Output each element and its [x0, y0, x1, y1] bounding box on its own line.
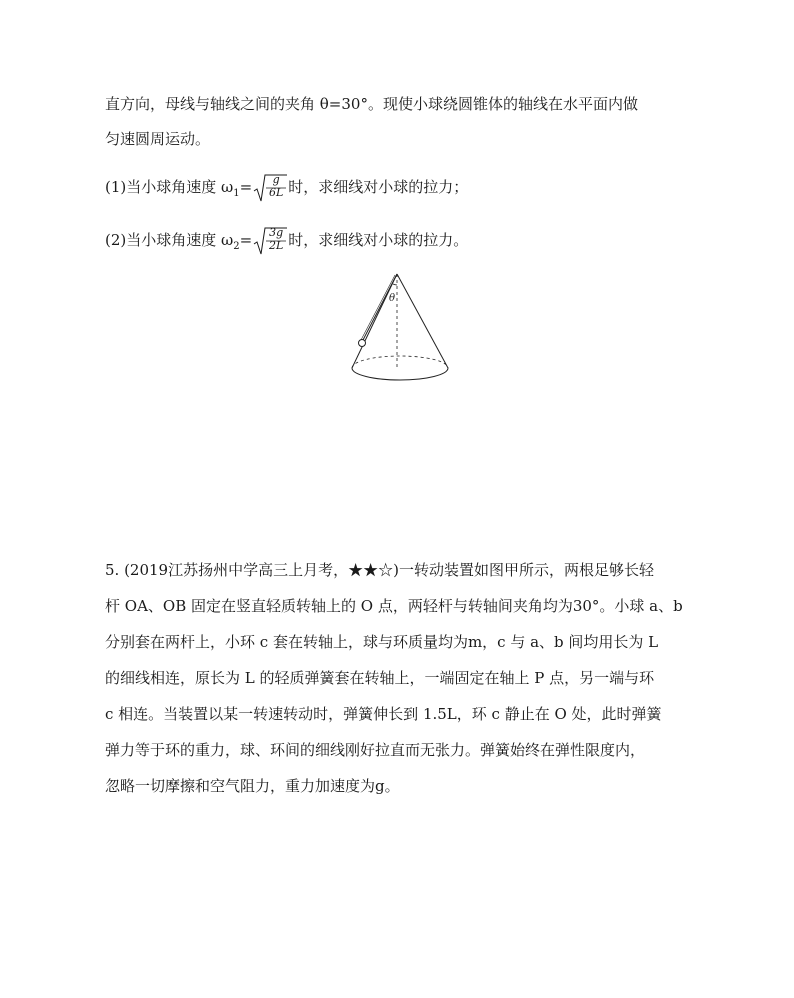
- equals-sign: =: [239, 178, 253, 196]
- problem5-line5: c 相连。当装置以某一转速转动时，弹簧伸长到 1.5L，环 c 静止在 O 处，此时弹簧: [105, 705, 662, 723]
- problem5-line2: 杆 OA、OB 固定在竖直轻质转轴上的 O 点，两轻杆与转轴间夹角均为30°。小球 a、b: [105, 597, 683, 615]
- cone-base-front: [352, 368, 448, 380]
- question-1-suffix: 时，求细线对小球的拉力；: [288, 178, 469, 196]
- omega-subscript-1: 1: [233, 188, 240, 199]
- fraction-numerator: g: [272, 173, 280, 186]
- problem5-line6: 弹力等于环的重力，球、环间的细线刚好拉直而无张力。弹簧始终在弹性限度内，: [105, 741, 646, 759]
- sqrt-fraction-1: [253, 173, 287, 203]
- fraction-numerator: 3g: [269, 226, 284, 239]
- equals-sign: =: [239, 231, 253, 249]
- question-2-suffix: 时，求细线对小球的拉力。: [288, 231, 469, 249]
- problem5-line3: 分别套在两杆上，小环 c 套在转轴上，球与环质量均为m，c 与 a、b 间均用长为 L: [105, 633, 659, 651]
- cone-base-back: [352, 356, 448, 368]
- question-1-prefix: (1)当小球角速度 ω: [105, 178, 234, 196]
- string-edge: [361, 275, 395, 340]
- question-2-prefix: (2)当小球角速度 ω: [105, 231, 234, 249]
- problem5-line4: 的细线相连，原长为 L 的轻质弹簧套在转轴上，一端固定在轴上 P 点，另一端与环: [105, 669, 655, 687]
- fraction-denominator: 2L: [269, 239, 284, 252]
- cone-pendulum-figure: [340, 270, 460, 390]
- problem5-line1: 5. (2019江苏扬州中学高三上月考，★★☆)一转动装置如图甲所示，两根足够长轻: [105, 561, 654, 579]
- fraction-denominator: 6L: [269, 186, 284, 199]
- cone-right-side: [397, 274, 448, 368]
- problem5-line7: 忽略一切摩擦和空气阻力，重力加速度为g。: [105, 777, 400, 795]
- problem4-line1: 直方向，母线与轴线之间的夹角 θ=30°。现使小球绕圆锥体的轴线在水平面内做: [105, 95, 638, 113]
- problem4-line2: 匀速圆周运动。: [105, 130, 211, 148]
- angle-arc: [393, 284, 397, 285]
- question-1: [105, 173, 468, 203]
- sqrt-fraction-2: [253, 226, 287, 256]
- omega-subscript-2: 2: [233, 241, 240, 252]
- string: [363, 274, 397, 340]
- question-2: [105, 226, 468, 256]
- ball: [359, 340, 366, 347]
- theta-label: θ: [389, 293, 396, 304]
